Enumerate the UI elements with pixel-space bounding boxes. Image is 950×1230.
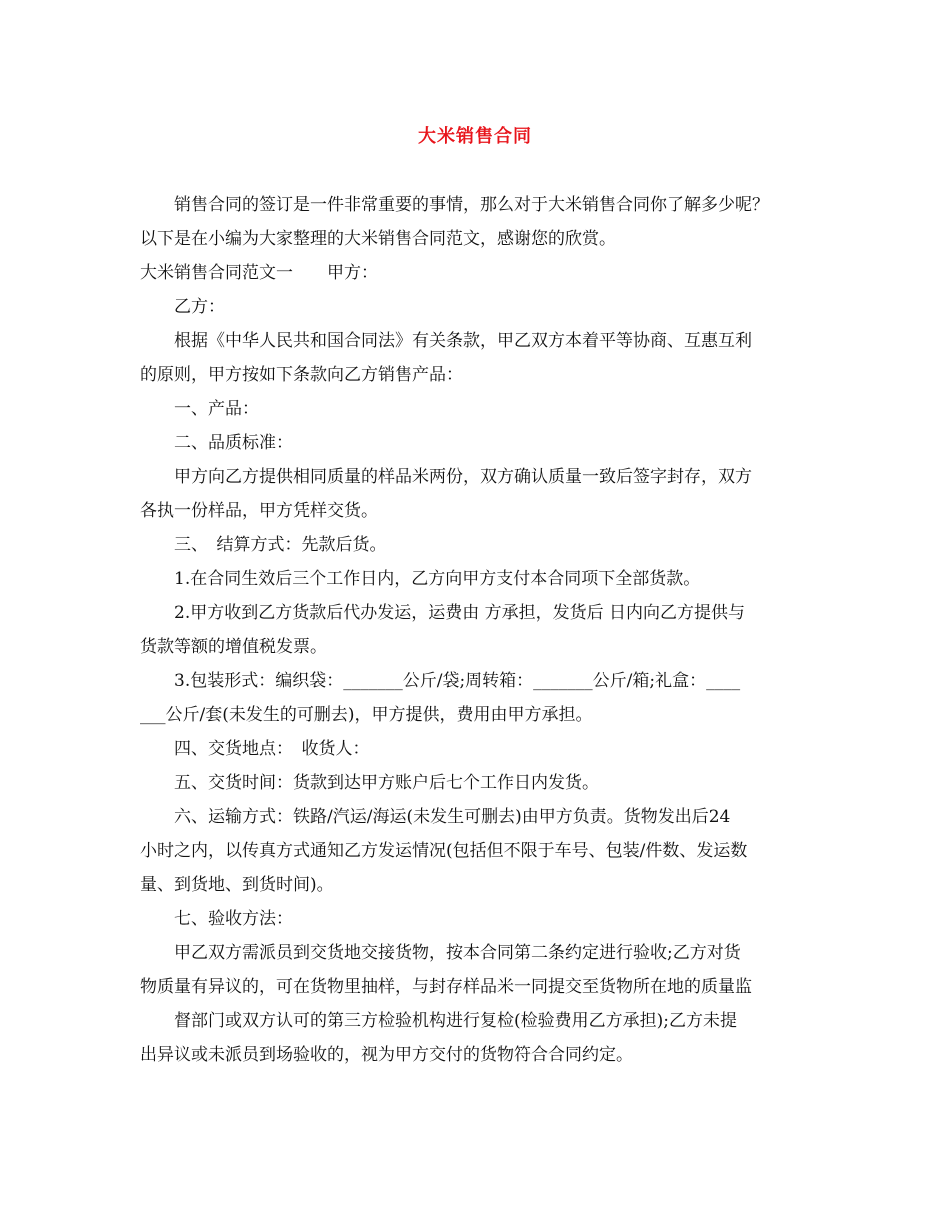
body-line: 以下是在小编为大家整理的大米销售合同范文，感谢您的欣赏。: [140, 229, 616, 249]
body-line: 一、产品：: [174, 399, 259, 419]
body-line: 出异议或未派员到场验收的，视为甲方交付的货物符合合同约定。: [140, 1045, 633, 1065]
body-line: 甲方向乙方提供相同质量的样品米两份，双方确认质量一致后签字封存，双方: [174, 467, 752, 487]
body-line: 量、到货地、到货时间)。: [140, 875, 334, 895]
body-line: 乙方：: [174, 297, 225, 317]
body-line: 2.甲方收到乙方货款后代办发运，运费由 方承担，发货后 日内向乙方提供与: [174, 603, 746, 623]
body-line: 甲乙双方需派员到交货地交接货物，按本合同第二条约定进行验收;乙方对货: [174, 943, 741, 963]
body-line: 三、 结算方式：先款后货。: [174, 535, 387, 555]
body-line: 销售合同的签订是一件非常重要的事情，那么对于大米销售合同你了解多少呢？: [174, 195, 769, 215]
body-line: 的原则，甲方按如下条款向乙方销售产品：: [140, 365, 463, 385]
body-line: ___公斤/套(未发生的可删去)，甲方提供，费用由甲方承担。: [140, 705, 593, 725]
body-line: 货款等额的增值税发票。: [140, 637, 327, 657]
body-line: 小时之内，以传真方式通知乙方发运情况(包括但不限于车号、包装/件数、发运数: [140, 841, 748, 861]
body-line: 根据《中华人民共和国合同法》有关条款，甲乙双方本着平等协商、互惠互利: [174, 331, 752, 351]
body-line: 各执一份样品，甲方凭样交货。: [140, 501, 378, 521]
body-line: 五、交货时间：货款到达甲方账户后七个工作日内发货。: [174, 773, 599, 793]
body-line: 大米销售合同范文一 甲方：: [140, 263, 378, 283]
document-body: [140, 188, 816, 1072]
body-line: 1.在合同生效后三个工作日内，乙方向甲方支付本合同项下全部货款。: [174, 569, 701, 589]
document-title: 大米销售合同: [418, 126, 532, 147]
body-line: 3.包装形式：编织袋：_______公斤/袋;周转箱：_______公斤/箱;礼盒：____: [174, 671, 741, 691]
body-line: 二、品质标准：: [174, 433, 293, 453]
body-line: 七、验收方法：: [174, 909, 293, 929]
body-line: 四、交货地点： 收货人：: [174, 739, 370, 759]
body-line: 督部门或双方认可的第三方检验机构进行复检(检验费用乙方承担);乙方未提: [174, 1011, 737, 1031]
body-line: 六、运输方式：铁路/汽运/海运(未发生可删去)由甲方负责。货物发出后24: [174, 807, 731, 827]
body-line: 物质量有异议的，可在货物里抽样，与封存样品米一同提交至货物所在地的质量监: [140, 977, 752, 997]
